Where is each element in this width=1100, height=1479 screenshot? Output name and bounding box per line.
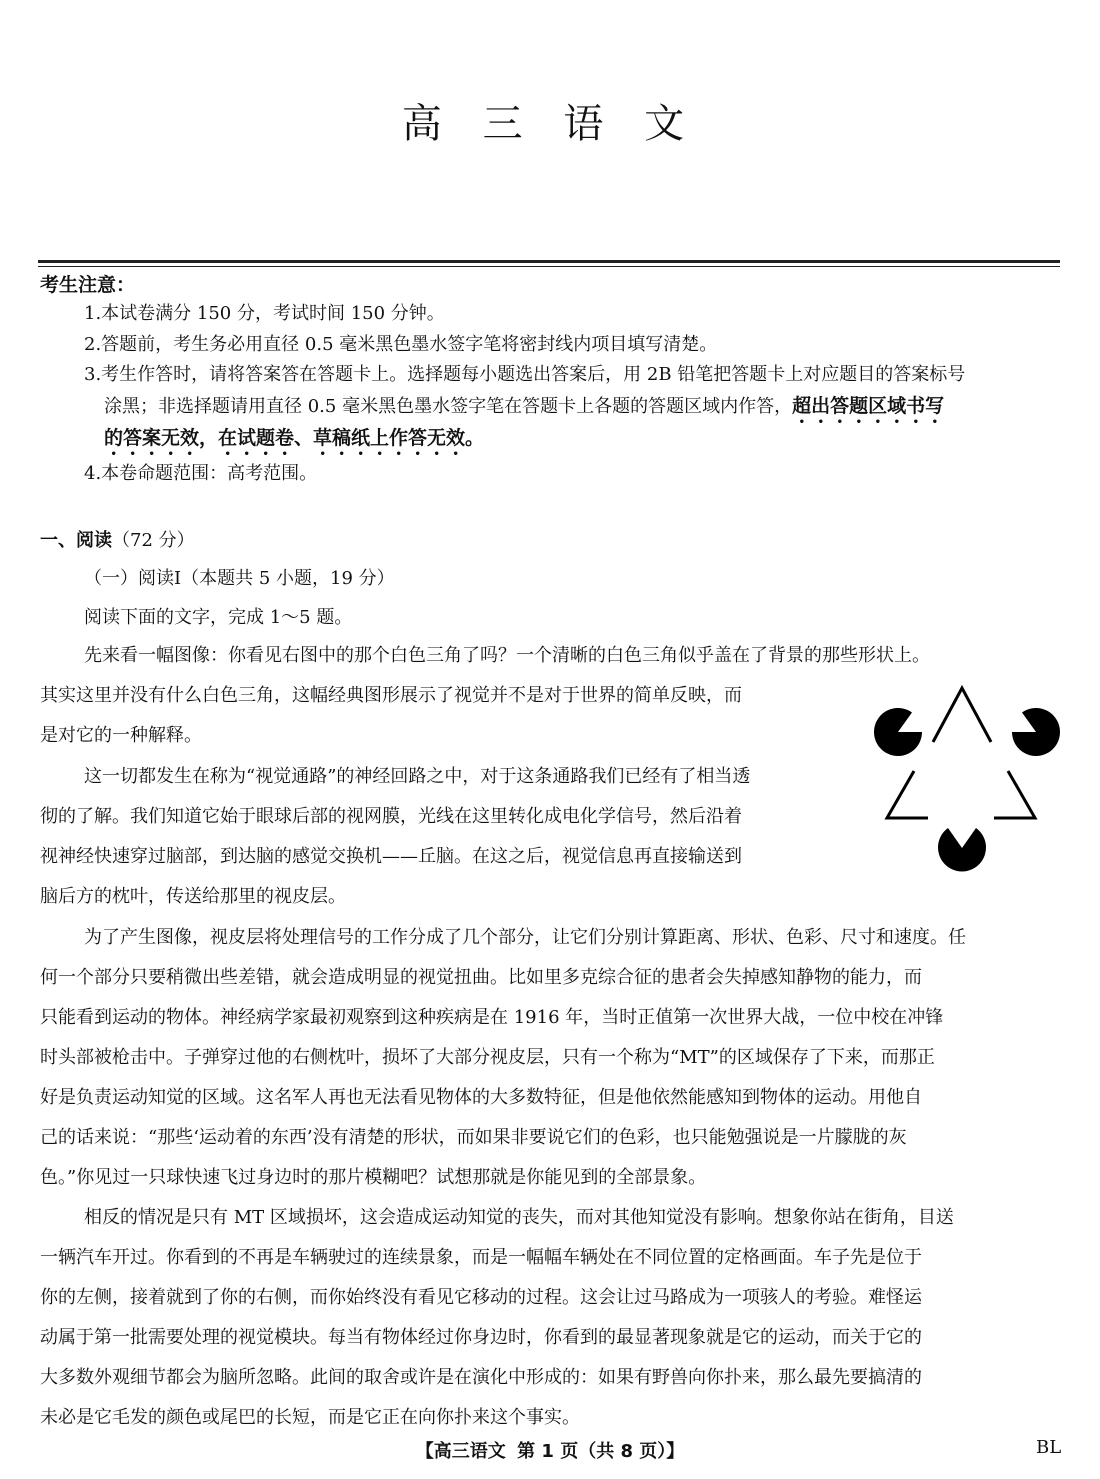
passage-line: 为了产生图像，视皮层将处理信号的工作分成了几个部分，让它们分别计算距离、形状、色彩、尺寸和速度。任	[84, 927, 966, 948]
passage-line: 动属于第一批需要处理的视觉模块。每当有物体经过你身边时，你看到的最显著现象就是它的运动，而关于它的	[40, 1327, 922, 1348]
page-footer	[0, 1437, 1100, 1463]
notice-emphasis-1: 超出答题区域书写	[792, 395, 945, 417]
passage-line: 一辆汽车开过。你看到的不再是车辆驶过的连续景象，而是一幅幅车辆处在不同位置的定格画面。车子先是位于	[40, 1247, 922, 1268]
instruction: 阅读下面的文字，完成 1～5 题。	[84, 607, 353, 628]
passage-line: 色。”你见过一只球快速飞过身边时的那片模糊吧？试想那就是你能见到的全部景象。	[40, 1167, 707, 1188]
passage-line: 何一个部分只要稍微出些差错，就会造成明显的视觉扭曲。比如里多克综合征的患者会失掉感知静物的能力，而	[40, 967, 922, 988]
section-title: 一、阅读	[40, 530, 112, 551]
notice-item-1: 1.本试卷满分 150 分，考试时间 150 分钟。	[84, 303, 445, 324]
notice-emphasis-2: 的答案无效，在试题卷、草稿纸上作答无效。	[104, 427, 485, 449]
passage-line: 好是负责运动知觉的区域。这名军人再也无法看见物体的大多数特征，但是他依然能感知到物体的运动。用他自	[40, 1087, 922, 1108]
section-points: （72 分）	[112, 530, 195, 551]
passage-line: 其实这里并没有什么白色三角，这幅经典图形展示了视觉并不是对于世界的简单反映，而	[40, 685, 742, 706]
header-rule-thick	[38, 260, 1060, 263]
passage-line: 是对它的一种解释。	[40, 725, 202, 746]
passage-line: 时头部被枪击中。子弹穿过他的右侧枕叶，损坏了大部分视皮层，只有一个称为“MT”的区域保存了下来，而那正	[40, 1047, 935, 1068]
passage-line: 未必是它毛发的颜色或尾巴的长短，而是它正在向你扑来这个事实。	[40, 1407, 580, 1428]
notice-item-3: 3.考生作答时，请将答案答在答题卡上。选择题每小题选出答案后，用 2B 铅笔把答题卡上对应题目的答案标号	[84, 364, 966, 385]
notice-item-2: 2.答题前，考生务必用直径 0.5 毫米黑色墨水签字笔将密封线内项目填写清楚。	[84, 334, 718, 355]
footer-label: 【高三语文	[415, 1441, 506, 1462]
notice-heading: 考生注意：	[40, 274, 136, 296]
passage-line: 先来看一幅图像：你看见右图中的那个白色三角了吗？一个清晰的白色三角似乎盖在了背景的那些形状上。	[84, 645, 930, 666]
footer-page: 第 1 页（共 8 页）】	[517, 1441, 685, 1462]
notice-item-3-text: 涂黑；非选择题请用直径 0.5 毫米黑色墨水签字笔在答题卡上各题的答题区域内作答，	[104, 396, 793, 417]
page-title: 高 三 语 文	[401, 101, 699, 147]
passage-line: 己的话来说：“那些‘运动着的东西’没有清楚的形状，而如果非要说它们的色彩，也只能勉强说是一片朦胧的灰	[40, 1127, 907, 1148]
part-heading: （一）阅读Ⅰ（本题共 5 小题，19 分）	[84, 568, 395, 589]
section-heading	[40, 526, 195, 552]
passage-line: 大多数外观细节都会为脑所忽略。此间的取舍或许是在演化中形成的：如果有野兽向你扑来，那么最先要搞清的	[40, 1367, 922, 1388]
passage-line: 这一切都发生在称为“视觉通路”的神经回路之中，对于这条通路我们已经有了相当透	[84, 766, 751, 787]
notice-item-4: 4.本卷命题范围：高考范围。	[84, 463, 318, 484]
header-rule-thin	[38, 266, 1060, 267]
passage-line: 彻的了解。我们知道它始于眼球后部的视网膜，光线在这里转化成电化学信号，然后沿着	[40, 806, 742, 827]
notice-item-3-cont	[104, 394, 944, 428]
passage-line: 脑后方的枕叶，传送给那里的视皮层。	[40, 886, 346, 907]
passage-line: 相反的情况是只有 MT 区域损坏，这会造成运动知觉的丧失，而对其他知觉没有影响。想象你站在街角，目送	[84, 1207, 954, 1228]
passage-line: 视神经快速穿过脑部，到达脑的感觉交换机——丘脑。在这之后，视觉信息再直接输送到	[40, 846, 742, 867]
passage-line: 只能看到运动的物体。神经病学家最初观察到这种疾病是在 1916 年，当时正值第一次世界大战，一位中校在冲锋	[40, 1007, 944, 1028]
footer-code: BL	[1036, 1437, 1062, 1458]
notice-item-3-cont-2	[104, 426, 484, 460]
kanizsa-triangle-figure	[862, 678, 1060, 882]
passage-line: 你的左侧，接着就到了你的右侧，而你始终没有看见它移动的过程。这会让过马路成为一项骇人的考验。难怪运	[40, 1287, 922, 1308]
